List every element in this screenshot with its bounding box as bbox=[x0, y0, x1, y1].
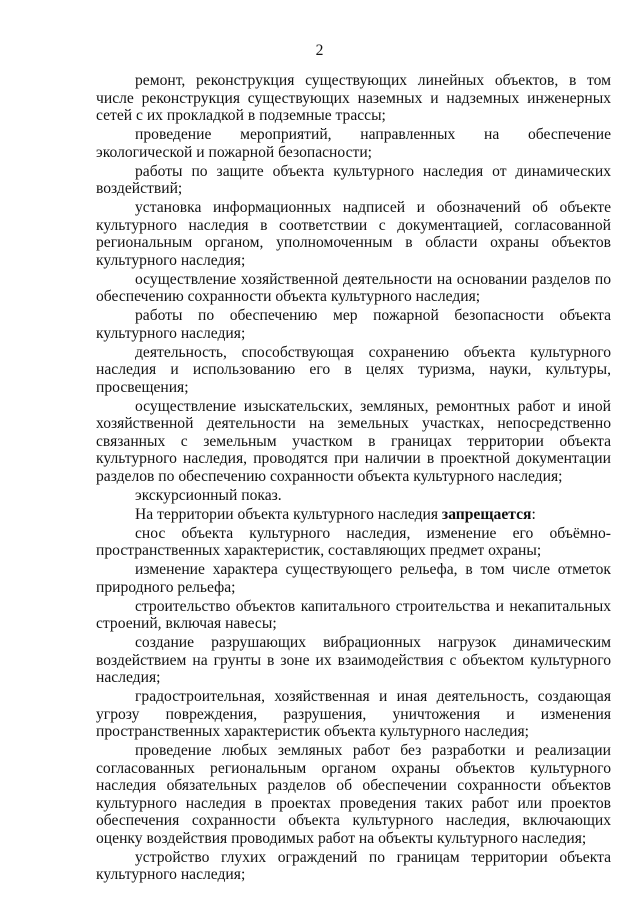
prohibited-item: снос объекта культурного наследия, изменение его объёмно-пространственных характеристик, составляющих предмет охраны; bbox=[96, 524, 611, 559]
permitted-item: установка информационных надписей и обозначений об объекте культурного наследия в соответствии с документацией, согласованной региональным органом, уполномоченным в области охраны объектов культурного наследия; bbox=[96, 199, 611, 269]
permitted-item: деятельность, способствующая сохранению объекта культурного наследия и использованию его в целях туризма, науки, культуры, просвещения; bbox=[96, 343, 611, 396]
document-body bbox=[96, 72, 611, 885]
prohibited-item: устройство глухих ограждений по границам территории объекта культурного наследия; bbox=[96, 848, 611, 883]
prohibited-item: создание разрушающих вибрационных нагрузок динамическим воздействием на грунты в зоне их взаимодействия с объектом культурного наследия; bbox=[96, 634, 611, 686]
prohibition-intro-text: На территории объекта культурного наследия bbox=[135, 505, 442, 523]
permitted-item: осуществление хозяйственной деятельности на основании разделов по обеспечению сохранности объекта культурного наследия; bbox=[96, 270, 611, 305]
prohibition-intro bbox=[96, 506, 611, 524]
prohibited-keyword: запрещается bbox=[441, 505, 532, 523]
permitted-item: проведение мероприятий, направленных на обеспечение экологической и пожарной безопасности; bbox=[96, 126, 611, 161]
permitted-item: работы по защите объекта культурного наследия от динамических воздействий; bbox=[96, 162, 611, 197]
page-number: 2 bbox=[315, 42, 324, 59]
prohibited-item: изменение характера существующего рельефа, в том числе отметок природного рельефа; bbox=[96, 561, 611, 596]
permitted-item: экскурсионный показ. bbox=[135, 486, 282, 504]
permitted-item: работы по обеспечению мер пожарной безопасности объекта культурного наследия; bbox=[96, 307, 611, 342]
prohibition-intro-colon: : bbox=[531, 505, 536, 523]
prohibited-item: строительство объектов капитального строительства и некапитальных строений, включая навесы; bbox=[96, 597, 611, 632]
permitted-item: осуществление изыскательских, земляных, ремонтных работ и иной хозяйственной деятельности на земельных участках, непосредственно связанных с земельным участком в границах территории объекта культурного наследия, проводятся при наличии в проектной документации разделов по обеспечению сохранности объекта культурного наследия; bbox=[96, 397, 611, 485]
prohibited-item: градостроительная, хозяйственная и иная деятельность, создающая угрозу повреждения, разрушения, уничтожения и изменения пространственных характеристик объекта культурного наследия; bbox=[96, 688, 611, 740]
permitted-item: ремонт, реконструкция существующих линейных объектов, в том числе реконструкция существующих наземных и надземных инженерных сетей с их прокладкой в подземные трассы; bbox=[96, 72, 611, 124]
prohibited-item: проведение любых земляных работ без разработки и реализации согласованных региональным органом охраны объектов культурного наследия обязательных разделов об обеспечении сохранности объектов культурного наследия в проектах проведения таких работ или проектов обеспечения сохранности объекта культурного наследия, включающих оценку воздействия проводимых работ на объекты культурного наследия; bbox=[96, 742, 611, 847]
